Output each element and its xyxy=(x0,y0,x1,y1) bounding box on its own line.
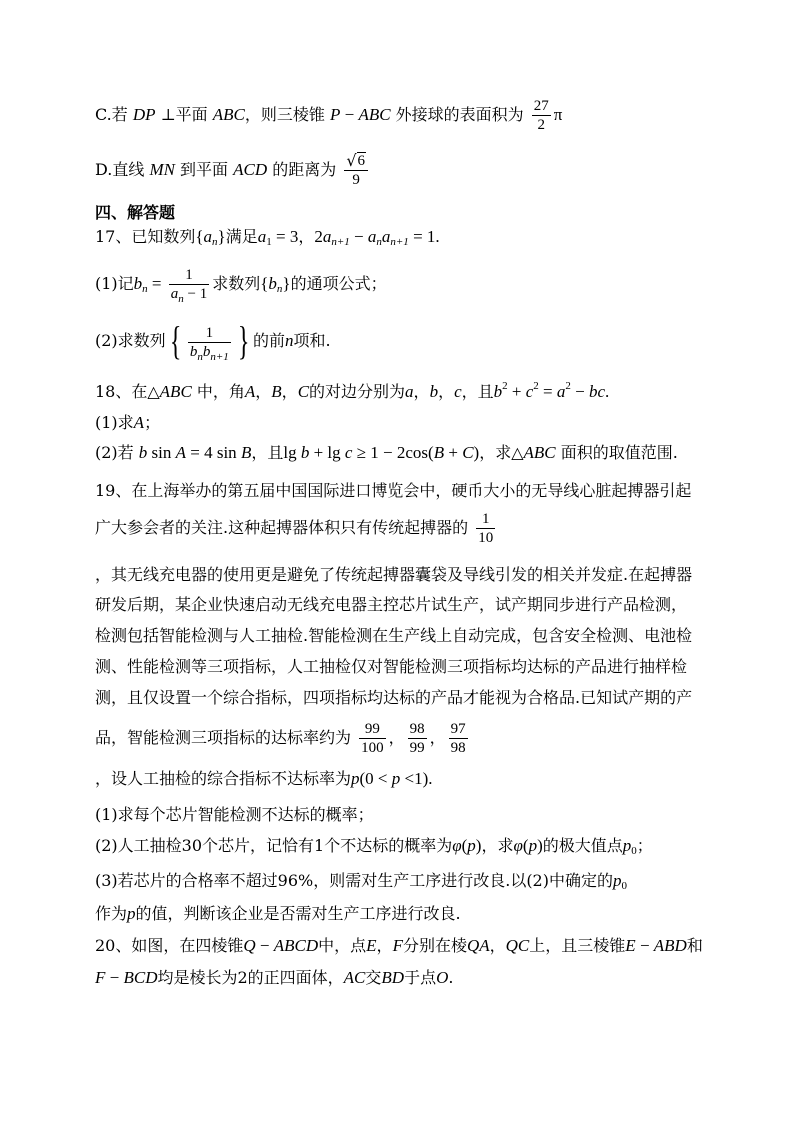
math-text: ( xyxy=(428,443,434,462)
math-text: + lg xyxy=(309,443,345,462)
text-run: ； xyxy=(636,836,653,855)
math-variable: F xyxy=(392,936,403,955)
text-run: (3)若芯片的合格率不超过96%，则需对生产工序进行改良.以(2)中确定的 xyxy=(95,871,613,890)
text-run: . xyxy=(448,968,454,987)
math-variable: E xyxy=(366,936,377,955)
math-variable: p xyxy=(622,836,632,855)
text-run: ， xyxy=(413,382,430,401)
text-run: 广大参会者的关注.这种起搏器体积只有传统起搏器的 xyxy=(95,518,474,537)
math-text: 99 xyxy=(364,720,380,737)
text-run: ，其无线充电器的使用更是避免了传统起搏器囊袋及导线引发的相关并发症.在起搏器 xyxy=(95,565,693,584)
math-variable: p xyxy=(391,769,401,788)
math-variable: b xyxy=(300,443,310,462)
math-variable: p xyxy=(612,871,622,890)
math-text: − xyxy=(570,382,589,401)
math-variable: c xyxy=(454,382,462,401)
math-text: 2 xyxy=(314,227,323,246)
text-run: 和 xyxy=(686,936,703,955)
text-run: ，求△ xyxy=(479,443,524,462)
math-text: lg xyxy=(283,443,301,462)
text-run: (2)求数列 xyxy=(95,331,166,350)
text-run: 项和. xyxy=(293,331,331,350)
math-variable: A xyxy=(133,413,145,432)
subscript: n+1 xyxy=(390,236,409,248)
fraction-denominator xyxy=(188,343,231,363)
math-variable: φ xyxy=(452,836,462,855)
text-run: 面积的取值范围. xyxy=(555,443,678,462)
question-18 xyxy=(95,372,609,412)
fraction-denominator xyxy=(359,739,386,756)
math-variable: c xyxy=(525,382,534,401)
math-text: = 3 xyxy=(271,227,299,246)
text-run: (2)若 xyxy=(95,443,139,462)
math-variable: MN xyxy=(149,160,175,179)
math-variable: a xyxy=(381,227,391,246)
math-variable: p xyxy=(351,769,360,788)
text-run: 中，点 xyxy=(318,936,367,955)
text-run: 研发后期，某企业快速启动无线充电器主控芯片试生产，试产期同步进行产品检测， xyxy=(95,595,688,614)
text-run: 满足 xyxy=(225,227,258,246)
text-run: D.直线 xyxy=(95,160,150,179)
math-variable: C xyxy=(297,382,310,401)
question-19-line xyxy=(95,718,471,758)
text-run: 分别在棱 xyxy=(402,936,467,955)
math-text: . xyxy=(605,382,610,401)
fraction xyxy=(359,721,386,756)
superscript: 2 xyxy=(533,380,539,392)
question-19-part-2 xyxy=(95,826,653,866)
math-variable: ABC xyxy=(212,105,245,124)
math-text: − xyxy=(340,105,359,124)
text-run: ， xyxy=(388,728,405,747)
math-variable: DP xyxy=(132,105,156,124)
text-run: ， xyxy=(489,936,506,955)
text-run: 18、在△ xyxy=(95,382,160,401)
text-run: 均是棱长为2的正四面体， xyxy=(157,968,344,987)
option-c xyxy=(95,95,562,135)
text-run: (1)求每个芯片智能检测不达标的概率； xyxy=(95,805,374,824)
text-run: ， xyxy=(281,382,298,401)
math-text: ( xyxy=(461,836,468,855)
math-variable: C xyxy=(462,443,474,462)
text-run: 的距离为 xyxy=(267,160,342,179)
question-19-line xyxy=(95,678,692,718)
subscript: n xyxy=(142,283,148,295)
math-variable: O xyxy=(436,968,449,987)
question-19-line xyxy=(95,471,691,511)
radicand xyxy=(357,152,367,169)
math-text: ( xyxy=(522,836,529,855)
text-run: 四、解答题 xyxy=(95,203,176,222)
subscript: n+1 xyxy=(210,351,229,363)
subscript: n xyxy=(178,292,184,305)
math-variable: p xyxy=(528,836,538,855)
math-variable: BD xyxy=(381,968,405,987)
math-variable: b xyxy=(429,382,439,401)
fraction xyxy=(169,266,209,305)
math-text: 100 xyxy=(361,739,384,756)
math-variable: ABCD xyxy=(273,936,319,955)
square-root xyxy=(346,152,366,169)
text-run: 17、已知数列 xyxy=(95,227,196,246)
math-variable: c xyxy=(344,443,353,462)
fraction-numerator xyxy=(476,511,495,529)
fraction xyxy=(408,721,427,756)
math-variable: P xyxy=(329,105,341,124)
math-text: { xyxy=(260,274,269,293)
text-run: 到平面 xyxy=(174,160,234,179)
math-variable: AC xyxy=(343,968,366,987)
math-variable: ABD xyxy=(653,936,687,955)
question-19-line xyxy=(95,508,498,548)
radical-sign: √ xyxy=(346,151,357,170)
subscript: 0 xyxy=(631,845,637,857)
math-text: ≥ 1 − 2cos xyxy=(352,443,429,462)
math-text: + xyxy=(507,382,526,401)
question-17-part-2 xyxy=(95,318,331,363)
math-text: 6 xyxy=(357,153,366,169)
text-run: ； xyxy=(144,413,161,432)
text-run: 作为 xyxy=(95,904,128,923)
math-text: sin xyxy=(147,443,176,462)
text-run: ，设人工抽检的综合指标不达标率为 xyxy=(95,769,352,788)
math-text: − xyxy=(255,936,274,955)
fraction xyxy=(449,721,468,756)
subscript: n xyxy=(197,351,203,363)
math-variable: A xyxy=(175,443,186,462)
fraction-numerator xyxy=(169,267,209,285)
text-run: 求数列 xyxy=(212,274,261,293)
fraction-denominator xyxy=(476,529,495,546)
math-text: − xyxy=(635,936,654,955)
math-variable: BCD xyxy=(123,968,158,987)
math-text: 10 xyxy=(478,529,494,546)
fraction-numerator xyxy=(532,98,551,116)
fraction-numerator xyxy=(408,721,427,739)
math-text: 1 xyxy=(185,266,193,283)
math-variable: QC xyxy=(505,936,530,955)
option-d xyxy=(95,150,371,190)
text-run: 的对边分别为 xyxy=(309,382,406,401)
math-variable: b xyxy=(493,382,503,401)
math-variable: b xyxy=(189,344,198,360)
math-variable: b xyxy=(268,274,277,293)
math-variable: φ xyxy=(513,836,523,855)
math-variable: ABC xyxy=(523,443,556,462)
math-variable: b xyxy=(133,274,143,293)
math-variable: a xyxy=(170,285,179,302)
math-text: = 1. xyxy=(408,227,440,246)
question-18-part-2 xyxy=(95,433,678,473)
fraction-denominator xyxy=(344,171,368,188)
math-text: + xyxy=(444,443,463,462)
math-text: 9 xyxy=(352,172,360,188)
math-variable: a xyxy=(257,227,267,246)
open-brace: { xyxy=(169,318,182,363)
text-run: 测、性能检测等三项指标，人工抽检仅对智能检测三项指标均达标的产品进行抽样检 xyxy=(95,657,688,676)
text-run: 上，且三棱锥 xyxy=(529,936,626,955)
fraction xyxy=(344,152,368,188)
math-text: <1). xyxy=(400,769,433,788)
math-text: } xyxy=(217,227,226,246)
math-variable: a xyxy=(405,382,414,401)
text-run: 的通项公式； xyxy=(290,274,387,293)
subscript: n xyxy=(276,283,283,295)
subscript: n+1 xyxy=(331,236,350,248)
brace-content xyxy=(185,322,234,363)
question-20-cont xyxy=(95,958,453,998)
text-run: 检测包括智能检测与人工抽检.智能检测在生产线上自动完成，包含安全检测、电池检 xyxy=(95,626,693,645)
text-run: ，且 xyxy=(251,443,284,462)
fraction-denominator xyxy=(449,739,468,756)
math-variable: n xyxy=(285,331,294,350)
math-variable: p xyxy=(127,904,136,923)
fraction xyxy=(476,511,495,546)
superscript: 2 xyxy=(502,380,508,392)
math-variable: p xyxy=(467,836,476,855)
subscript: n xyxy=(376,236,382,248)
math-text: = 4 sin xyxy=(186,443,241,462)
fraction-denominator xyxy=(169,285,209,305)
question-17-part-1 xyxy=(95,264,387,304)
text-run: ， xyxy=(438,382,455,401)
math-text: 97 xyxy=(450,720,466,737)
math-variable: b xyxy=(202,344,211,360)
text-run: 外接球的表面积为 xyxy=(390,105,529,124)
text-run: ⊥平面 xyxy=(155,105,213,124)
fraction xyxy=(188,325,231,363)
text-run: 20、如图，在四棱锥 xyxy=(95,936,244,955)
fraction-denominator xyxy=(532,116,551,133)
text-run: ，且 xyxy=(461,382,494,401)
math-text: 27 xyxy=(533,97,549,114)
math-text: { xyxy=(195,227,204,246)
subscript: n xyxy=(212,236,218,248)
question-17 xyxy=(95,217,440,257)
math-text: (0 < xyxy=(359,769,392,788)
fraction xyxy=(532,98,551,133)
question-19-line xyxy=(95,759,433,799)
close-brace: } xyxy=(237,318,250,363)
math-text: 2 xyxy=(537,116,545,133)
fraction-numerator xyxy=(344,152,368,171)
math-variable: B xyxy=(433,443,445,462)
text-run: 19、在上海举办的第五届中国国际进口博览会中，硬币大小的无导线心脏起搏器引起 xyxy=(95,481,692,500)
math-text: 98 xyxy=(450,739,466,756)
math-text: 1 xyxy=(205,325,214,341)
math-variable: B xyxy=(271,382,282,401)
math-variable: bc xyxy=(588,382,606,401)
text-run: ， xyxy=(376,936,393,955)
math-variable: ABC xyxy=(159,382,192,401)
math-text: π xyxy=(553,105,563,124)
text-run: 交 xyxy=(365,968,382,987)
text-run: ， xyxy=(255,382,272,401)
text-run: 中，角 xyxy=(191,382,245,401)
fraction-numerator xyxy=(188,325,231,343)
text-run: 测，且仅设置一个综合指标，四项指标均达标的产品才能视为合格品.已知试产期的产 xyxy=(95,688,693,707)
math-text: ) xyxy=(473,443,480,462)
math-text: = xyxy=(147,274,166,293)
math-variable: ACD xyxy=(233,160,268,179)
math-text: ) xyxy=(475,836,482,855)
math-variable: a xyxy=(203,227,213,246)
text-run: 于点 xyxy=(404,968,437,987)
text-run: (1)记 xyxy=(95,274,134,293)
math-text: − 1 xyxy=(183,285,208,302)
math-text: = xyxy=(538,382,557,401)
math-text: ) xyxy=(537,836,543,855)
math-text: 99 xyxy=(409,739,425,756)
text-run: 品，智能检测三项指标的达标率约为 xyxy=(95,728,357,747)
math-variable: QA xyxy=(466,936,490,955)
math-variable: a xyxy=(556,382,566,401)
text-run: ，求 xyxy=(481,836,514,855)
text-run: ， xyxy=(429,728,446,747)
math-variable: B xyxy=(240,443,252,462)
fraction-denominator xyxy=(408,739,427,756)
fraction-numerator xyxy=(359,721,386,739)
math-text: 1 xyxy=(481,510,490,527)
text-run: 的值，判断该企业是否需对生产工序进行改良. xyxy=(135,904,461,923)
fraction-numerator xyxy=(449,721,468,739)
text-run: 的前 xyxy=(253,331,286,350)
math-variable: F xyxy=(95,968,106,987)
text-run: C.若 xyxy=(95,105,133,124)
math-variable: b xyxy=(138,443,148,462)
text-run: (1)求 xyxy=(95,413,134,432)
math-text: − xyxy=(105,968,124,987)
brace-group xyxy=(166,319,253,363)
text-run: ，则三棱锥 xyxy=(244,105,330,124)
math-text: − xyxy=(349,227,368,246)
math-text: 98 xyxy=(409,720,425,737)
math-variable: a xyxy=(322,227,332,246)
math-variable: A xyxy=(244,382,256,401)
math-text: } xyxy=(282,274,291,293)
text-run: (2)人工抽检30个芯片，记恰有1个不达标的概率为 xyxy=(95,836,453,855)
subscript: 1 xyxy=(266,236,272,248)
math-variable: Q xyxy=(243,936,256,955)
math-variable: ABC xyxy=(358,105,391,124)
math-variable: E xyxy=(625,936,636,955)
superscript: 2 xyxy=(565,380,571,392)
subscript: 0 xyxy=(621,880,627,892)
text-run: 的极大值点 xyxy=(542,836,623,855)
text-run: ， xyxy=(298,227,315,246)
math-variable: a xyxy=(367,227,377,246)
